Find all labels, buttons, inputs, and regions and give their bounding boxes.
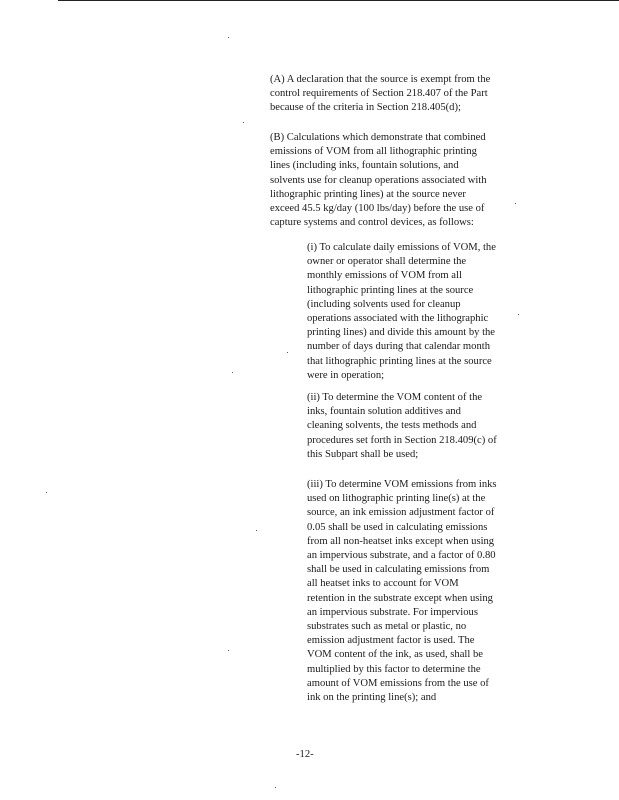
text-line: inks, fountain solution additives and <box>307 406 461 418</box>
text-line: multiplied by this factor to determine the <box>307 663 481 675</box>
text-line: printing lines) and divide this amount by the <box>307 327 496 339</box>
scan-speck <box>46 492 47 493</box>
text-line: were in operation; <box>307 369 385 381</box>
text-line: (B) Calculations which demonstrate that combined <box>270 132 486 143</box>
text-line: (i) To calculate daily emissions of VOM, the <box>307 242 496 253</box>
scan-speck <box>232 372 233 373</box>
paragraph-b <box>270 131 487 230</box>
text-line: 0.05 shall be used in calculating emissions <box>307 521 488 533</box>
text-line: lithographic printing lines at the source <box>307 284 474 296</box>
text-line: procedures set forth in Section 218.409(c) of <box>307 434 497 446</box>
subparagraph-iii <box>307 478 497 705</box>
text-line: source, an ink emission adjustment factor of <box>307 507 495 519</box>
text-line: lines (including inks, fountain solutions, and <box>270 160 459 172</box>
page-number: -12- <box>296 749 314 760</box>
text-line: VOM content of the ink, as used, shall be <box>307 649 483 661</box>
text-line: control requirements of Section 218.407 of the Part <box>270 88 488 100</box>
text-line: ink on the printing line(s); and <box>307 692 437 704</box>
text-line: an impervious substrate. For impervious <box>307 606 478 618</box>
text-line: amount of VOM emissions from the use of <box>307 677 489 689</box>
text-line: capture systems and control devices, as follows: <box>270 217 474 229</box>
text-line: solvents use for cleanup operations associated with <box>270 174 487 186</box>
text-line: because of the criteria in Section 218.405(d); <box>270 102 461 114</box>
text-line: (including solvents used for cleanup <box>307 298 461 310</box>
text-line: used on lithographic printing line(s) at the <box>307 493 486 505</box>
scan-speck <box>256 530 257 531</box>
scan-speck <box>228 650 229 651</box>
text-line: substrates such as metal or plastic, no <box>307 621 467 633</box>
text-line: exceed 45.5 kg/day (100 lbs/day) before the use of <box>270 203 485 215</box>
text-line: number of days during that calendar month <box>307 341 490 353</box>
text-line: lithographic printing lines) at the source never <box>270 188 466 200</box>
text-line: emission adjustment factor is used. The <box>307 635 475 647</box>
text-line: cleaning solvents, the tests methods and <box>307 420 477 432</box>
scan-speck <box>228 37 229 38</box>
text-line: all heatset inks to account for VOM <box>307 578 459 590</box>
text-line: emissions of VOM from all lithographic printing <box>270 146 477 158</box>
text-line: that lithographic printing lines at the source <box>307 355 492 367</box>
text-line: from all non-heatset inks except when using <box>307 535 495 547</box>
scan-speck <box>515 203 516 204</box>
text-line: monthly emissions of VOM from all <box>307 270 462 282</box>
paragraph-a <box>270 73 490 116</box>
scan-speck <box>275 787 276 788</box>
text-line: an impervious substrate, and a factor of 0.80 <box>307 550 496 562</box>
scan-speck <box>243 122 244 123</box>
text-line: (iii) To determine VOM emissions from inks <box>307 479 497 490</box>
text-line: this Subpart shall be used; <box>307 448 419 460</box>
subparagraph-i <box>307 241 496 383</box>
scan-speck <box>287 352 288 353</box>
text-line: owner or operator shall determine the <box>307 256 467 268</box>
scan-speck <box>518 314 519 315</box>
text-line: shall be used in calculating emissions from <box>307 564 490 576</box>
top-rule <box>58 0 619 1</box>
text-line: (ii) To determine the VOM content of the <box>307 392 483 403</box>
text-line: operations associated with the lithographic <box>307 313 489 325</box>
text-line: retention in the substrate except when using <box>307 592 493 604</box>
subparagraph-ii <box>307 391 497 462</box>
text-line: (A) A declaration that the source is exempt from the <box>270 74 491 85</box>
